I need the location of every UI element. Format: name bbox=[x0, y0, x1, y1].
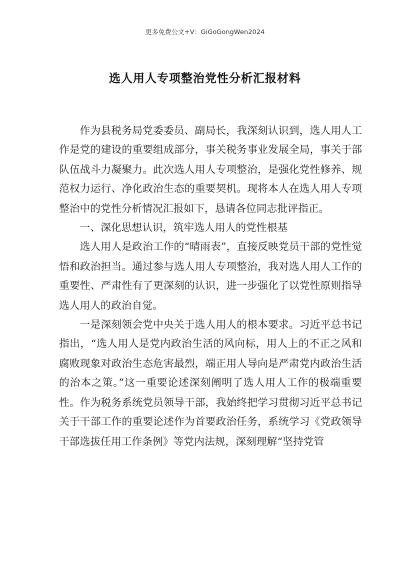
document-title: 选人用人专项整治党性分析汇报材料 bbox=[109, 71, 301, 85]
document-body bbox=[59, 122, 362, 452]
paragraph-point-one: 一是深刻领会党中央关于选人用人的根本要求。习近平总书记指出，“选人用人是党内政治生活的风向标，用人上的不正之风和腐败现象对政治生态危害最烈，端正用人导向是严肃党内政治生活的治本之策。”这一重要论述深刻阐明了选人用人工作的极端重要性。作为税务系统党员领导干部，我始终把学习贯彻习近平总书记关于干部工作的重要论述作为首要政治任务，系统学习《党政领导干部选拔任用工作条例》等党内法规，深刻理解“坚持党管 bbox=[59, 319, 362, 448]
header-watermark: 更多免费公文+V：GiGoGongWen2024 bbox=[145, 28, 265, 36]
paragraph-intro: 作为县税务局党委委员、副局长，我深刻认识到，选人用人工作是党的建设的重要组成部分，事关税务事业发展全局，事关于部队伍战斗力凝聚力。此次选人用人专项整治，是强化党性修养、规范权力运行、净化政治生态的重要契机。现将本人在选人用人专项整治中的党性分析情况汇报如下，恳请各位同志批评指正。 bbox=[59, 125, 362, 215]
section-heading: 一、深化思想认识，筑牢选人用人的党性根基 bbox=[79, 222, 288, 235]
paragraph-section-intro: 选人用人是政治工作的“晴雨表”，直接反映党员干部的党性觉悟和政治担当。通过参与选人用人专项整治，我对选人用人工作的重要性、严肃性有了更深刻的认识，进一步强化了以党性原则指导选人用人的政治自觉。 bbox=[59, 241, 362, 312]
